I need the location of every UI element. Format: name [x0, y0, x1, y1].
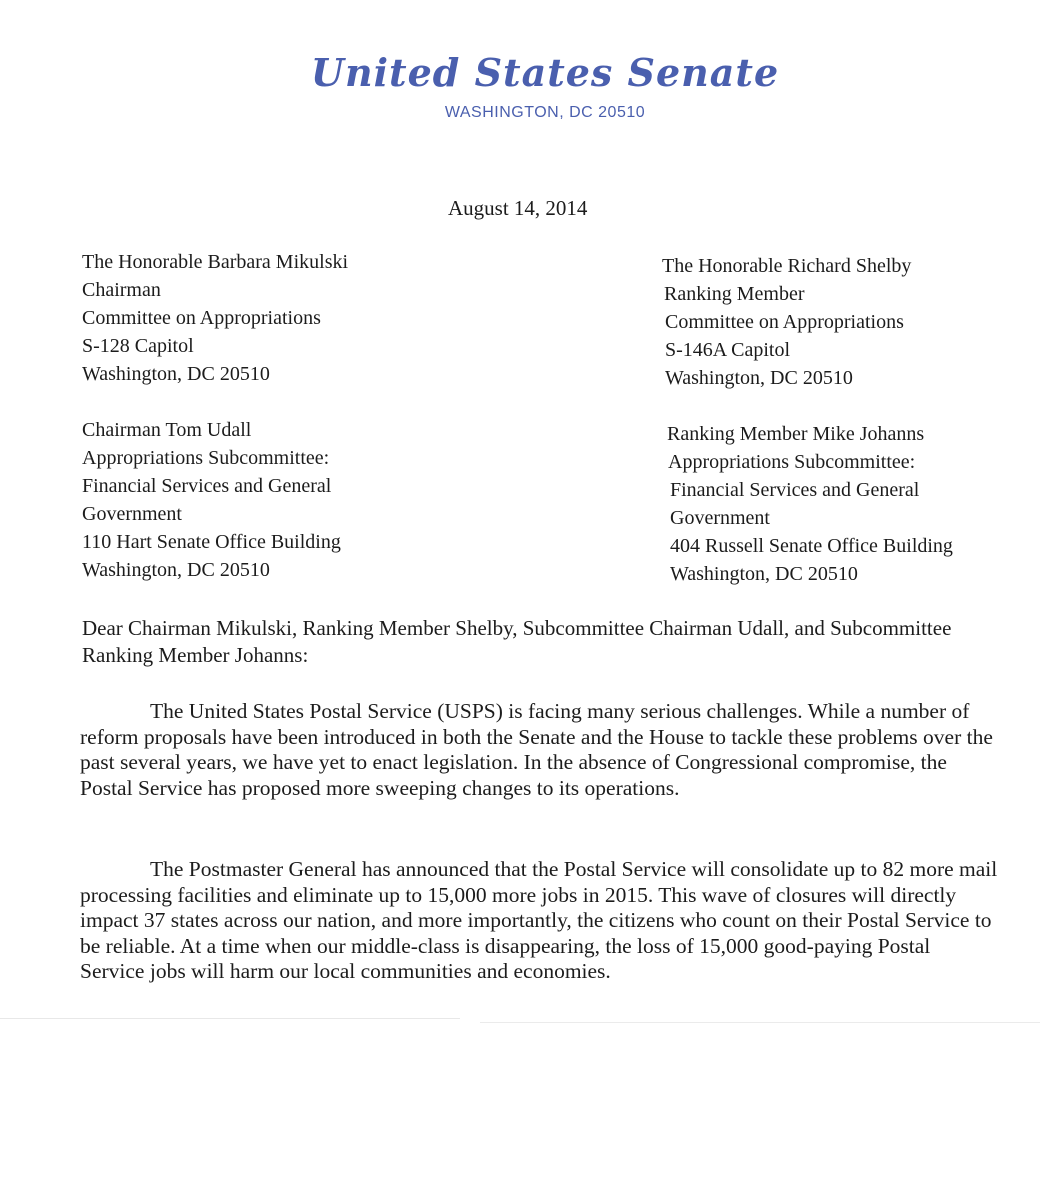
letterhead-title: United States Senate — [310, 50, 780, 95]
recipient-mikulski — [82, 248, 348, 388]
recipient-line: S-128 Capitol — [82, 335, 194, 357]
recipient-line: Washington, DC 20510 — [82, 559, 270, 581]
recipient-line: Washington, DC 20510 — [665, 367, 853, 389]
letterhead-address: WASHINGTON, DC 20510 — [444, 104, 646, 121]
recipient-line: Chairman Tom Udall — [82, 419, 252, 441]
recipient-line: Financial Services and General — [670, 479, 920, 501]
body-paragraph — [80, 699, 1000, 801]
recipient-udall — [82, 416, 341, 584]
scan-artifact — [480, 1022, 1040, 1023]
recipient-line: Appropriations Subcommittee: — [82, 447, 330, 469]
recipient-line: Appropriations Subcommittee: — [668, 451, 916, 473]
letter-date: August 14, 2014 — [448, 196, 588, 220]
recipient-line: Committee on Appropriations — [665, 311, 904, 333]
recipient-line: Ranking Member Mike Johanns — [667, 423, 925, 445]
recipient-line: The Honorable Richard Shelby — [662, 255, 912, 277]
recipient-line: Committee on Appropriations — [82, 307, 321, 329]
salutation: Dear Chairman Mikulski, Ranking Member Shelby, Subcommittee Chairman Udall, and Subcommittee Ranking Member Johanns: — [82, 616, 952, 667]
recipient-line: Government — [670, 507, 770, 529]
body-paragraph — [80, 857, 1000, 985]
recipient-line: 110 Hart Senate Office Building — [82, 531, 341, 553]
recipient-line: Washington, DC 20510 — [670, 563, 858, 585]
recipient-johanns — [667, 420, 953, 588]
recipient-line: Financial Services and General — [82, 475, 332, 497]
recipient-line: Ranking Member — [664, 283, 805, 305]
recipient-line: Chairman — [82, 279, 161, 301]
paragraph-text: The Postmaster General has announced that the Postal Service will consolidate up to 82 more mail processing facilities and eliminate up to 15,000 more jobs in 2015. This wave of closures will directly impact 37 states across our nation, and more importantly, the citizens who count on their Postal Service to be reliable. At a time when our middle-class is disappearing, the loss of 15,000 good-paying Postal Service jobs will harm our local communities and economies. — [80, 857, 998, 983]
recipient-line: The Honorable Barbara Mikulski — [82, 251, 349, 273]
recipient-shelby — [662, 252, 911, 392]
recipient-line: Government — [82, 503, 182, 525]
paragraph-text: The United States Postal Service (USPS) is facing many serious challenges. While a number of reform proposals have been introduced in both the Senate and the House to tackle these problems over the past several years, we have yet to enact legislation. In the absence of Congressional compromise, the Postal Service has proposed more sweeping changes to its operations. — [80, 699, 993, 800]
recipient-line: 404 Russell Senate Office Building — [670, 535, 953, 557]
recipient-line: S-146A Capitol — [665, 339, 791, 361]
recipient-line: Washington, DC 20510 — [82, 363, 270, 385]
scan-artifact — [0, 1018, 460, 1019]
